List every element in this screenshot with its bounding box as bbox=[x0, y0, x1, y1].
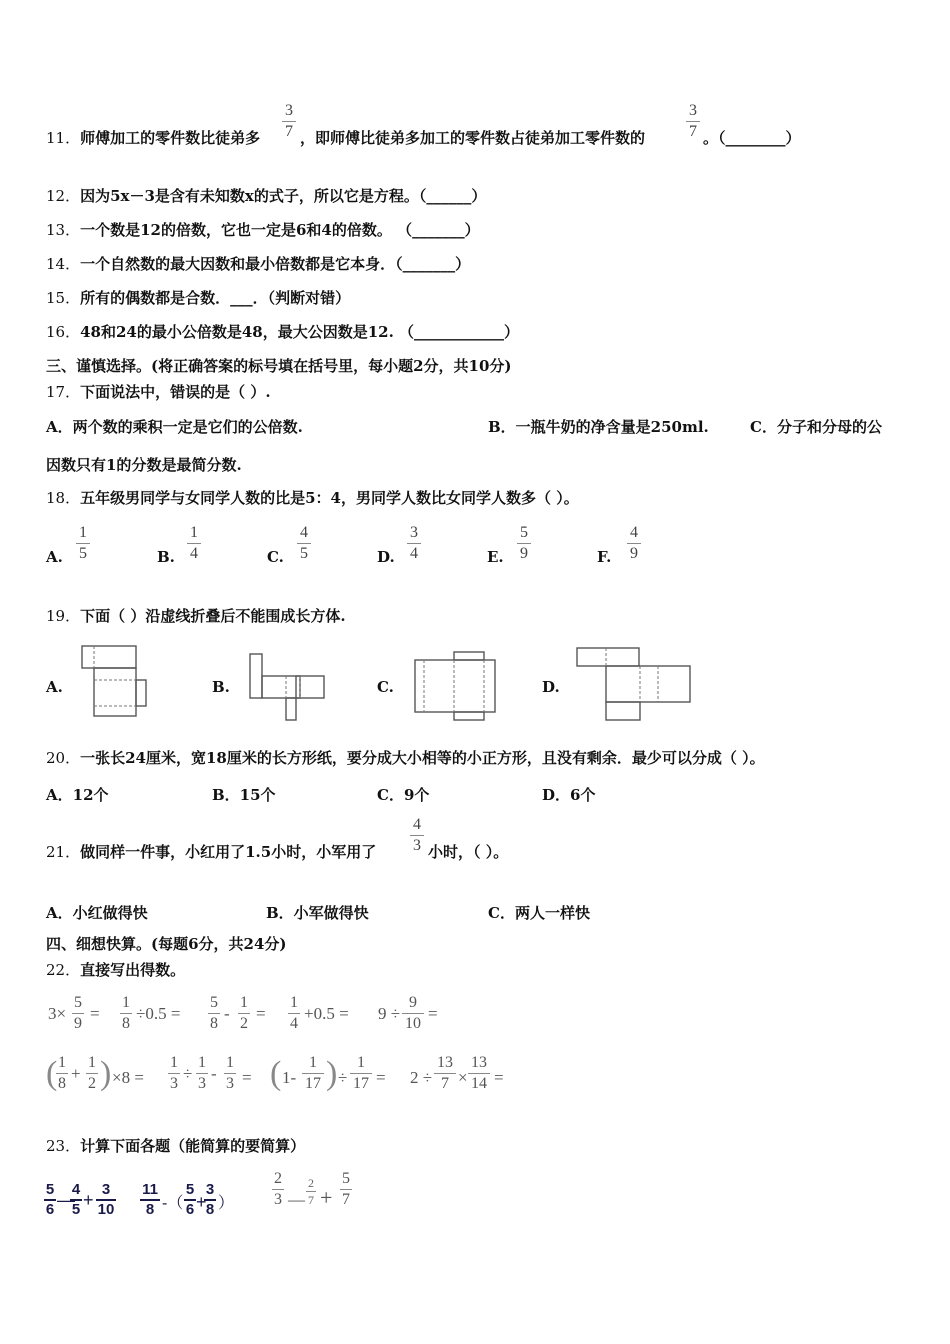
option-a[interactable]: A．两个数的乘积一定是它们的公倍数. bbox=[46, 418, 303, 436]
option-c[interactable]: C. bbox=[377, 678, 394, 696]
option-b[interactable]: B．一瓶牛奶的净含量是250ml. bbox=[488, 418, 709, 436]
option-c[interactable]: C．分子和分母的公 bbox=[750, 418, 882, 436]
fraction: 1 8 bbox=[122, 994, 130, 1032]
question-text-cont: ，即师傅比徒弟多加工的零件数占徒弟加工零件数的 bbox=[300, 129, 646, 147]
option-b[interactable]: B．15个 bbox=[212, 786, 276, 804]
question-17: 17．下面说法中，错误的是（ ）. bbox=[46, 383, 271, 401]
question-11 bbox=[46, 128, 260, 148]
answer-blank[interactable]: 。（________） bbox=[703, 129, 801, 147]
fraction: 4 5 bbox=[297, 524, 311, 563]
option-e[interactable]: E. bbox=[487, 548, 504, 566]
fraction: 3 7 bbox=[686, 102, 700, 141]
fraction: 5 9 bbox=[517, 524, 531, 563]
option-a[interactable]: A. bbox=[46, 548, 63, 566]
question-text: 师傅加工的零件数比徒弟多 bbox=[80, 129, 261, 147]
question-15: 15．所有的偶数都是合数．___．（判断对错） bbox=[46, 289, 351, 307]
question-12: 12．因为5x－3是含有未知数x的式子，所以它是方程。（______） bbox=[46, 187, 487, 205]
option-d[interactable]: D．6个 bbox=[542, 786, 596, 804]
option-b[interactable]: B. bbox=[212, 678, 230, 696]
option-a[interactable]: A. bbox=[46, 678, 63, 696]
fraction: 5 9 bbox=[74, 994, 82, 1032]
fraction: 4 9 bbox=[627, 524, 641, 563]
fraction: 3 7 bbox=[282, 102, 296, 141]
math-expr: 3× bbox=[48, 1004, 67, 1023]
question-23: 23．计算下面各题（能简算的要简算） bbox=[46, 1137, 306, 1155]
option-d[interactable]: D. bbox=[377, 548, 395, 566]
question-22: 22．直接写出得数。 bbox=[46, 961, 186, 979]
question-14: 14．一个自然数的最大因数和最小倍数都是它本身．（_______） bbox=[46, 255, 471, 273]
fraction: 1 4 bbox=[290, 994, 298, 1032]
question-number: 11． bbox=[46, 129, 81, 147]
option-d[interactable]: D. bbox=[542, 678, 560, 696]
fraction: 9 10 bbox=[402, 994, 424, 1033]
fraction: 3 4 bbox=[407, 524, 421, 563]
section-4-heading: 四、细想快算。(每题6分，共24分) bbox=[46, 935, 287, 953]
box-net-b bbox=[246, 652, 330, 722]
option-c[interactable]: C. bbox=[267, 548, 284, 566]
option-c[interactable]: C．两人一样快 bbox=[488, 904, 590, 922]
option-c-cont: 因数只有1的分数是最简分数. bbox=[46, 456, 242, 474]
question-16: 16．48和24的最小公倍数是48，最大公因数是12. （____________） bbox=[46, 323, 520, 341]
section-3-heading: 三、谨慎选择。(将正确答案的标号填在括号里，每小题2分，共10分) bbox=[46, 357, 512, 375]
option-b[interactable]: B．小军做得快 bbox=[266, 904, 369, 922]
fraction: 1 4 bbox=[187, 524, 201, 563]
option-c[interactable]: C．9个 bbox=[377, 786, 430, 804]
question-19: 19．下面（ ）沿虚线折叠后不能围成长方体. bbox=[46, 607, 346, 625]
option-b[interactable]: B. bbox=[157, 548, 175, 566]
box-net-d bbox=[574, 646, 692, 724]
fraction: 1 5 bbox=[76, 524, 90, 563]
option-a[interactable]: A．12个 bbox=[46, 786, 109, 804]
fraction: 5 8 bbox=[210, 994, 218, 1032]
box-net-a bbox=[80, 644, 150, 720]
option-f[interactable]: F. bbox=[597, 548, 612, 566]
question-20: 20．一张长24厘米，宽18厘米的长方形纸，要分成大小相等的小正方形，且没有剩余．最少可以分成（ ）。 bbox=[46, 749, 765, 767]
option-a[interactable]: A．小红做得快 bbox=[46, 904, 148, 922]
fraction: 4 3 bbox=[410, 816, 424, 855]
fraction: 1 2 bbox=[240, 994, 248, 1032]
question-13: 13．一个数是12的倍数，它也一定是6和4的倍数。 （_______） bbox=[46, 221, 480, 239]
question-text-cont: 小时，（ ）。 bbox=[428, 843, 509, 861]
question-18: 18．五年级男同学与女同学人数的比是5：4，男同学人数比女同学人数多（ ）。 bbox=[46, 489, 579, 507]
box-net-c bbox=[412, 650, 498, 724]
question-21: 21．做同样一件事，小红用了1.5小时，小军用了 bbox=[46, 843, 377, 861]
